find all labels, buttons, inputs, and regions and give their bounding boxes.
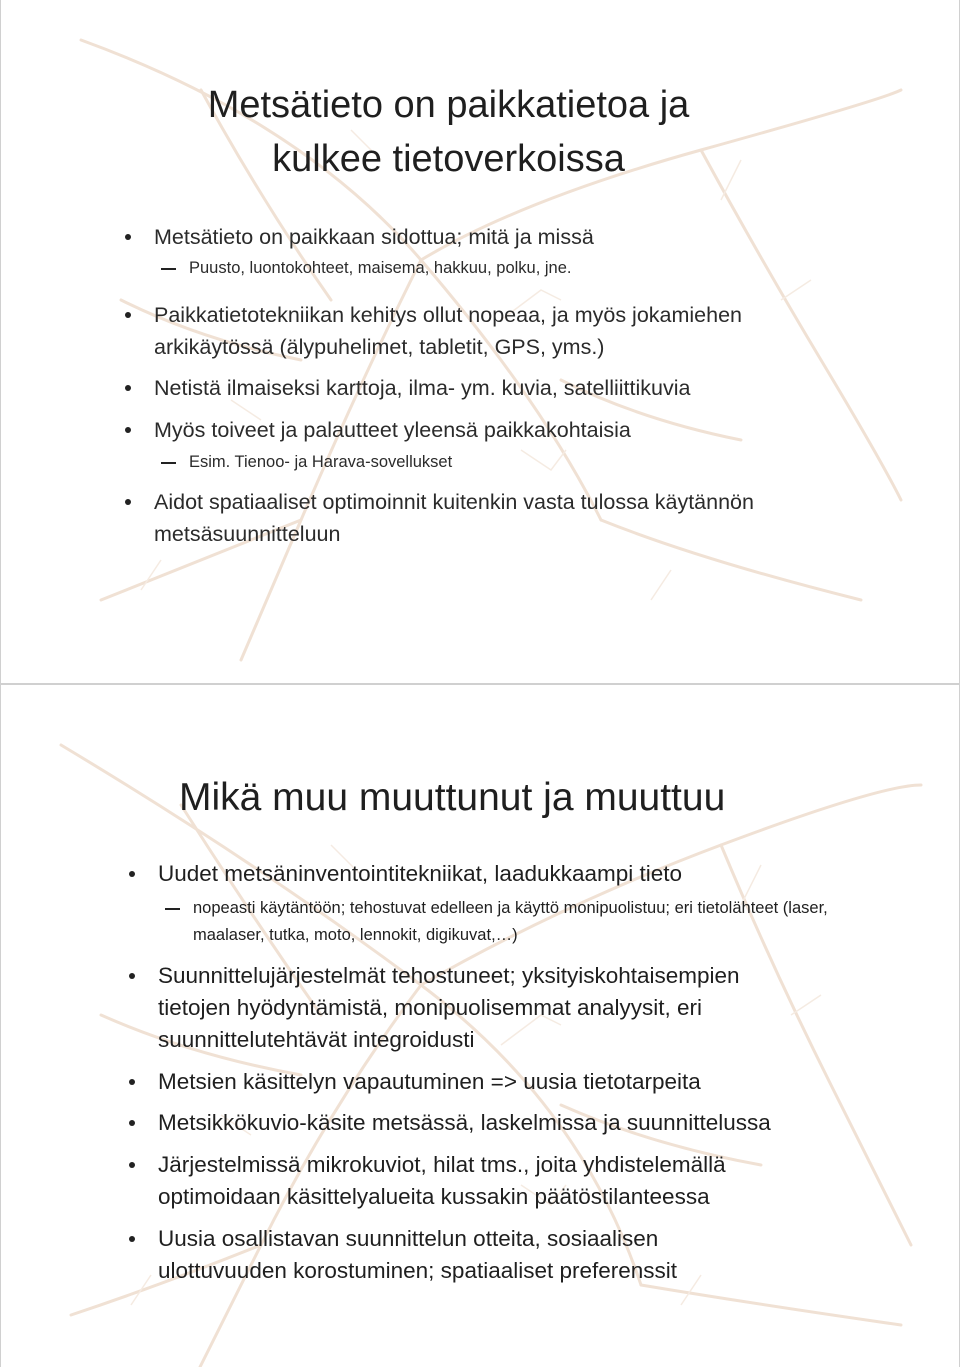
bullet-icon [129,1079,135,1085]
list-item [158,1107,838,1139]
bullet-icon [129,1236,135,1242]
sub-text: Puusto, luontokohteet, maisema, hakkuu, polku, jne. [189,259,572,277]
list-item [154,372,854,404]
bullet-list [154,221,854,550]
bullet-text: Järjestelmissä mikrokuviot, hilat tms., joita yhdistelemällä optimoidaan käsittelyalueita kussakin päätöstilanteessa [158,1152,726,1209]
dash-icon [165,908,180,910]
bullet-icon [129,871,135,877]
bullet-text: Uusia osallistavan suunnittelun otteita, sosiaalisen ulottuvuuden korostuminen; spatiaaliset preferenssit [158,1226,678,1283]
bullet-text: Netistä ilmaiseksi karttoja, ilma- ym. kuvia, satelliittikuvia [154,376,691,400]
list-item [154,299,854,363]
list-item [158,1223,838,1287]
list-item [154,486,854,550]
slide-title: Metsätieto on paikkatietoa ja kulkee tietoverkoissa [207,84,690,180]
bullet-icon [129,1162,135,1168]
dash-icon [161,268,176,270]
bullet-text: Metsikkökuvio-käsite metsässä, laskelmissa ja suunnittelussa [158,1110,771,1135]
list-item [158,1149,838,1213]
bullet-icon [125,427,131,433]
bullet-icon [125,499,131,505]
slide-title: Mikä muu muuttunut ja muuttuu [179,776,726,819]
sub-item [189,450,854,474]
list-item [154,221,854,280]
bullet-text: Suunnittelujärjestelmät tehostuneet; yksityiskohtaisempien tietojen hyödyntämistä, monipuolisemmat analyysit, eri suunnittelutehtävät integroidusti [158,963,740,1052]
dash-icon [161,462,176,464]
bullet-text: Aidot spatiaaliset optimoinnit kuitenkin vasta tulossa käytännön metsäsuunnitteluun [154,490,754,546]
sub-item [193,895,838,949]
list-item [154,414,854,474]
bullet-icon [125,234,131,240]
bullet-text: Uudet metsäninventointitekniikat, laadukkaampi tieto [158,861,683,886]
bullet-icon [125,385,131,391]
list-item [158,1066,838,1098]
bullet-icon [125,312,131,318]
bullet-text: Metsätieto on paikkaan sidottua; mitä ja missä [154,225,594,249]
bullet-list [158,858,838,1287]
bullet-icon [129,1120,135,1126]
bullet-icon [129,973,135,979]
list-item [158,858,838,949]
slide-2 [0,684,960,1367]
bullet-text: Metsien käsittelyn vapautuminen => uusia tietotarpeita [158,1069,701,1094]
sub-item [189,256,854,280]
bullet-text: Paikkatietotekniikan kehitys ollut nopeaa, ja myös jokamiehen arkikäytössä (älypuhelimet, tabletit, GPS, yms.) [154,303,742,359]
sub-text: nopeasti käytäntöön; tehostuvat edelleen ja käyttö monipuolistuu; eri tietolähteet (laser, maalaser, tutka, moto, lennokit, digikuvat,…) [193,899,828,944]
sub-text: Esim. Tienoo- ja Harava-sovellukset [189,453,453,471]
list-item [158,960,838,1056]
bullet-text: Myös toiveet ja palautteet yleensä paikkakohtaisia [154,418,631,442]
